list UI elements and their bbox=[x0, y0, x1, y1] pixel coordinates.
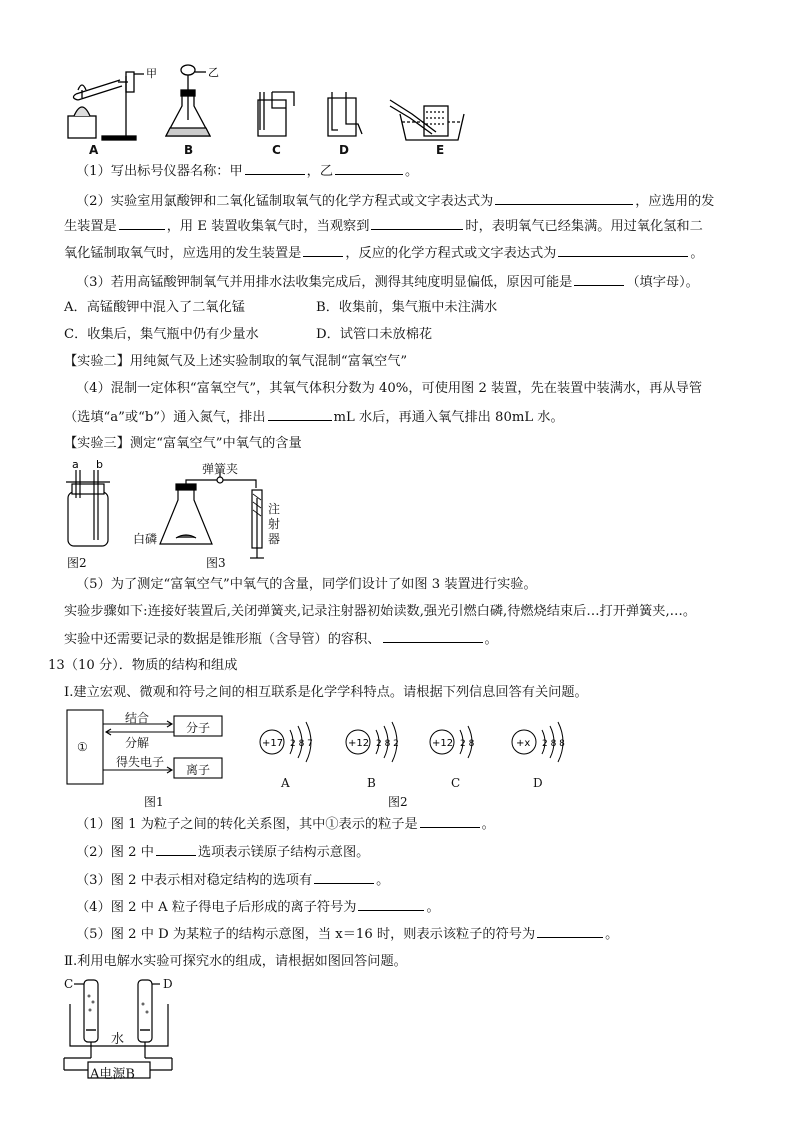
apparatus-a bbox=[68, 72, 144, 140]
answer-blank[interactable] bbox=[371, 217, 463, 230]
answer-blank[interactable] bbox=[156, 843, 196, 856]
figure-2-caption: 图2 bbox=[67, 556, 87, 570]
figure-2-atoms bbox=[252, 716, 582, 776]
spring-clip-label: 弹簧夹 bbox=[202, 462, 239, 476]
question-2-line-1: （2）实验室用氯酸钾和二氧化锰制取氧气的化学方程式或文字表达式为 ，应选用的发 bbox=[76, 194, 715, 209]
option-c[interactable]: C．收集后，集气瓶中仍有少量水 bbox=[64, 327, 259, 342]
gas-bottle bbox=[66, 470, 110, 546]
question-5-line-3: 实验中还需要记录的数据是锥形瓶（含导管）的容积、 。 bbox=[64, 632, 498, 647]
atom-label-c: C bbox=[451, 776, 461, 790]
syringe-label-2: 射 bbox=[268, 517, 281, 531]
section-1-intro: Ⅰ.建立宏观、微观和符号之间的相互联系是化学学科特点。请根据下列信息回答有关问题。 bbox=[64, 685, 588, 700]
s1-question-2: （2）图 2 中 选项表示镁原子结构示意图。 bbox=[76, 845, 370, 860]
s1-question-3: （3）图 2 中表示相对稳定结构的选项有 。 bbox=[76, 873, 390, 888]
answer-blank[interactable] bbox=[268, 408, 332, 421]
figure-2-atoms-caption: 图2 bbox=[388, 795, 408, 809]
atom-a-shells: 2 8 7 bbox=[290, 739, 313, 749]
option-d[interactable]: D．试管口未放棉花 bbox=[316, 327, 433, 342]
electrode-c-label: C bbox=[64, 977, 74, 991]
syringe-label-3: 器 bbox=[268, 532, 281, 546]
answer-blank[interactable] bbox=[537, 925, 603, 938]
fig1-gain-lose-label: 得失电子 bbox=[116, 755, 165, 769]
apparatus-label-c: C bbox=[272, 143, 281, 157]
atom-label-d: D bbox=[533, 776, 543, 790]
conical-flask-setup bbox=[160, 472, 264, 558]
section-2-intro: Ⅱ.利用电解水实验可探究水的组成，请根据如图回答问题。 bbox=[64, 954, 407, 969]
fig1-decompose-label: 分解 bbox=[125, 736, 150, 750]
electrode-d-label: D bbox=[163, 977, 173, 991]
syringe-label-1: 注 bbox=[268, 502, 281, 516]
apparatus-d bbox=[328, 92, 362, 136]
atom-d-shells: 2 8 8 bbox=[542, 739, 565, 749]
fig1-ion-box: 离子 bbox=[186, 763, 211, 777]
answer-blank[interactable] bbox=[119, 217, 165, 230]
fig1-combine-label: 结合 bbox=[125, 711, 150, 725]
question-3: （3）若用高锰酸钾制氧气并用排水法收集完成后，测得其纯度明显偏低，原因可能是 （填字母）。 bbox=[76, 275, 699, 290]
atom-b-shells: 2 8 2 bbox=[376, 739, 399, 749]
s1-question-5: （5）图 2 中 D 为某粒子的结构示意图，当 x＝16 时，则表示该粒子的符号为 。 bbox=[76, 927, 619, 942]
answer-blank[interactable] bbox=[558, 244, 688, 257]
atom-label-b: B bbox=[367, 776, 376, 790]
answer-blank[interactable] bbox=[314, 871, 374, 884]
apparatus-e bbox=[390, 100, 464, 140]
question-4-line-2: （选填“a”或“b”）通入氮气，排出 mL 水后，再通入氧气排出 80mL 水。 bbox=[64, 410, 564, 425]
question-1: （1）写出标号仪器名称：甲 ，乙 。 bbox=[76, 164, 419, 179]
apparatus-figure bbox=[60, 60, 480, 156]
answer-blank[interactable] bbox=[303, 244, 343, 257]
figure-2-3 bbox=[60, 458, 300, 566]
fig1-molecule-box: 分子 bbox=[186, 721, 211, 735]
atom-label-a: A bbox=[281, 776, 290, 790]
atom-d-nucleus: +x bbox=[516, 738, 531, 749]
option-b[interactable]: B．收集前，集气瓶中未注满水 bbox=[316, 300, 498, 315]
answer-blank[interactable] bbox=[358, 898, 424, 911]
question-2-line-3: 氧化锰制取氧气时，应选用的发生装置是 ，反应的化学方程式或文字表达式为 。 bbox=[64, 246, 704, 261]
label-jia: 甲 bbox=[146, 67, 157, 80]
figure-1-diagram bbox=[66, 708, 236, 788]
apparatus-b bbox=[166, 65, 210, 136]
label-a: a bbox=[72, 458, 79, 471]
answer-blank[interactable] bbox=[383, 630, 483, 643]
white-phosphorus-label: 白磷 bbox=[133, 532, 158, 546]
atom-c-nucleus: +12 bbox=[432, 738, 454, 749]
atom-a-nucleus: +17 bbox=[262, 738, 284, 749]
fig1-particle-circle: ① bbox=[77, 740, 88, 754]
s1-question-1: （1）图 1 为粒子之间的转化关系图，其中①表示的粒子是 。 bbox=[76, 817, 495, 832]
figure-3-caption: 图3 bbox=[206, 556, 226, 570]
question-2-line-2: 生装置是 ，用 E 装置收集氧气时，当观察到 时，表明氧气已经集满。用过氧化氢和二 bbox=[64, 219, 703, 234]
apparatus-label-e: E bbox=[436, 143, 445, 157]
apparatus-label-d: D bbox=[339, 143, 349, 157]
apparatus-label-a: A bbox=[89, 143, 99, 157]
figure-1-caption: 图1 bbox=[144, 795, 164, 809]
answer-blank[interactable] bbox=[574, 273, 624, 286]
question-4-line-1: （4）混制一定体积“富氧空气”，其氧气体积分数为 40%，可使用图 2 装置，先在装置中装满水，再从导管 bbox=[76, 381, 703, 396]
answer-blank[interactable] bbox=[335, 162, 403, 175]
answer-blank[interactable] bbox=[245, 162, 305, 175]
label-b: b bbox=[96, 458, 103, 471]
question-13-heading: 13（10 分）．物质的结构和组成 bbox=[48, 658, 238, 673]
apparatus-c bbox=[258, 92, 294, 136]
atom-c-shells: 2 8 bbox=[460, 739, 475, 749]
power-source-label: A电源B bbox=[90, 1067, 135, 1082]
s1-question-4: （4）图 2 中 A 粒子得电子后形成的离子符号为 。 bbox=[76, 900, 440, 915]
experiment-3-heading: 【实验三】测定“富氧空气”中氧气的含量 bbox=[64, 436, 302, 451]
apparatus-label-b: B bbox=[184, 143, 194, 157]
option-a[interactable]: A．高锰酸钾中混入了二氧化锰 bbox=[64, 300, 245, 315]
label-yi: 乙 bbox=[208, 66, 219, 79]
question-5-line-1: （5）为了测定“富氧空气”中氧气的含量，同学们设计了如图 3 装置进行实验。 bbox=[76, 577, 537, 592]
experiment-2-heading: 【实验二】用纯氮气及上述实验制取的氧气混制“富氧空气” bbox=[64, 354, 408, 369]
answer-blank[interactable] bbox=[420, 815, 480, 828]
atom-b-nucleus: +12 bbox=[348, 738, 370, 749]
syringe-hatching bbox=[253, 494, 261, 516]
water-label: 水 bbox=[111, 1032, 125, 1047]
question-5-line-2: 实验步骤如下:连接好装置后,关闭弹簧夹,记录注射器初始读数,强光引燃白磷,待燃烧结束后…打开弹簧夹,…。 bbox=[64, 604, 697, 619]
answer-blank[interactable] bbox=[495, 192, 633, 205]
